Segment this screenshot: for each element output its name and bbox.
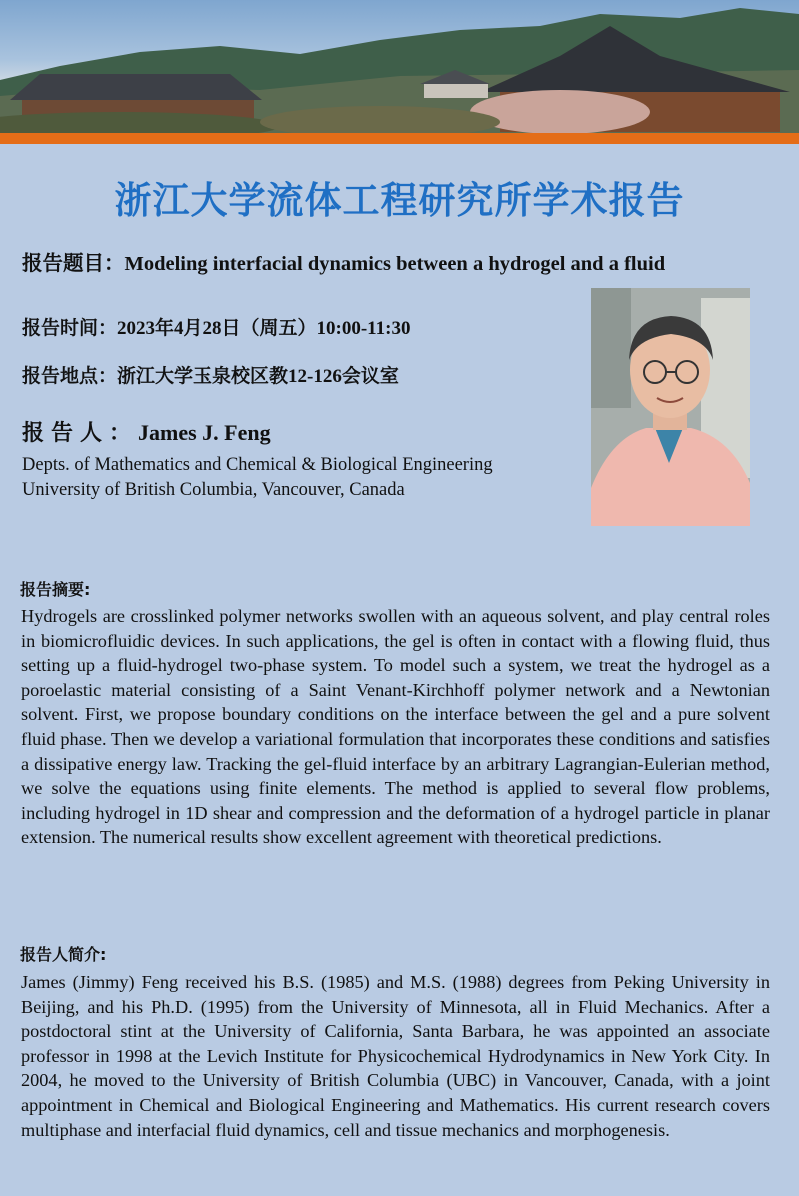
accent-bar xyxy=(0,133,799,144)
speaker-affiliation-line1: Depts. of Mathematics and Chemical & Biological Engineering xyxy=(22,455,493,475)
talk-topic: Modeling interfacial dynamics between a hydrogel and a fluid xyxy=(124,253,666,275)
speaker-portrait xyxy=(591,288,750,526)
bio-text: James (Jimmy) Feng received his B.S. (1985) and M.S. (1988) degrees from Peking University in Beijing, and his Ph.D. (1995) from the University of Minnesota, all in Fluid Mechanics. After a postdoctoral stint at the University of California, Santa Barbara, he was appointed an associate professor in 1998 at the Levich Institute for Physicochemical Hydrodynamics in New York City. In 2004, he moved to the University of British Columbia (UBC) in Vancouver, Canada, with a joint appointment in Chemical and Biological Engineering and Mathematics. His current research covers multiphase and interfacial fluid dynamics, cell and tissue mechanics and morphogenesis. xyxy=(21,972,770,1140)
campus-banner-image xyxy=(0,0,799,133)
speaker-photo xyxy=(591,288,750,526)
abstract-text: Hydrogels are crosslinked polymer networks swollen with an aqueous solvent, and play central roles in biomicrofluidic devices. In such applications, the gel is often in contact with a flowing fluid, thus setting up a fluid-hydrogel two-phase system. To model such a system, we treat the hydrogel as a poroelastic material consisting of a Saint Venant-Kirchhoff polymer network and a Newtonian solvent. First, we propose boundary conditions on the interface between the gel and a pure solvent fluid phase. Then we develop a variational formulation that incorporates these conditions and satisfies a dissipative energy law. Tracking the gel-fluid interface by an arbitrary Lagrangian-Eulerian method, we solve the equations using finite elements. The method is applied to several flow problems, including hydrogel in 1D shear and compression and the deformation of a hydrogel particle in planar extension. The numerical results show excellent agreement with theoretical predictions. xyxy=(21,606,770,848)
speaker-label: 报告人： xyxy=(22,421,139,446)
campus-scene xyxy=(0,0,799,133)
talk-place-row xyxy=(22,361,399,388)
talk-time-row xyxy=(22,313,410,340)
talk-time-label: 报告时间： xyxy=(22,317,118,339)
page-title: 浙江大学流体工程研究所学术报告 xyxy=(114,179,685,222)
abstract-heading: 报告摘要: xyxy=(20,580,91,599)
bio-heading: 报告人简介: xyxy=(20,945,107,964)
talk-time: 2023年4月28日（周五）10:00-11:30 xyxy=(117,318,411,339)
speaker-name: James J. Feng xyxy=(138,420,271,445)
talk-topic-label: 报告题目： xyxy=(22,251,125,275)
speaker-row xyxy=(22,416,271,447)
speaker-affiliation-line2: University of British Columbia, Vancouver, Canada xyxy=(22,480,405,500)
talk-topic-row xyxy=(22,246,665,276)
talk-place: 浙江大学玉泉校区教12-126会议室 xyxy=(117,366,399,387)
talk-place-label: 报告地点： xyxy=(22,365,118,387)
